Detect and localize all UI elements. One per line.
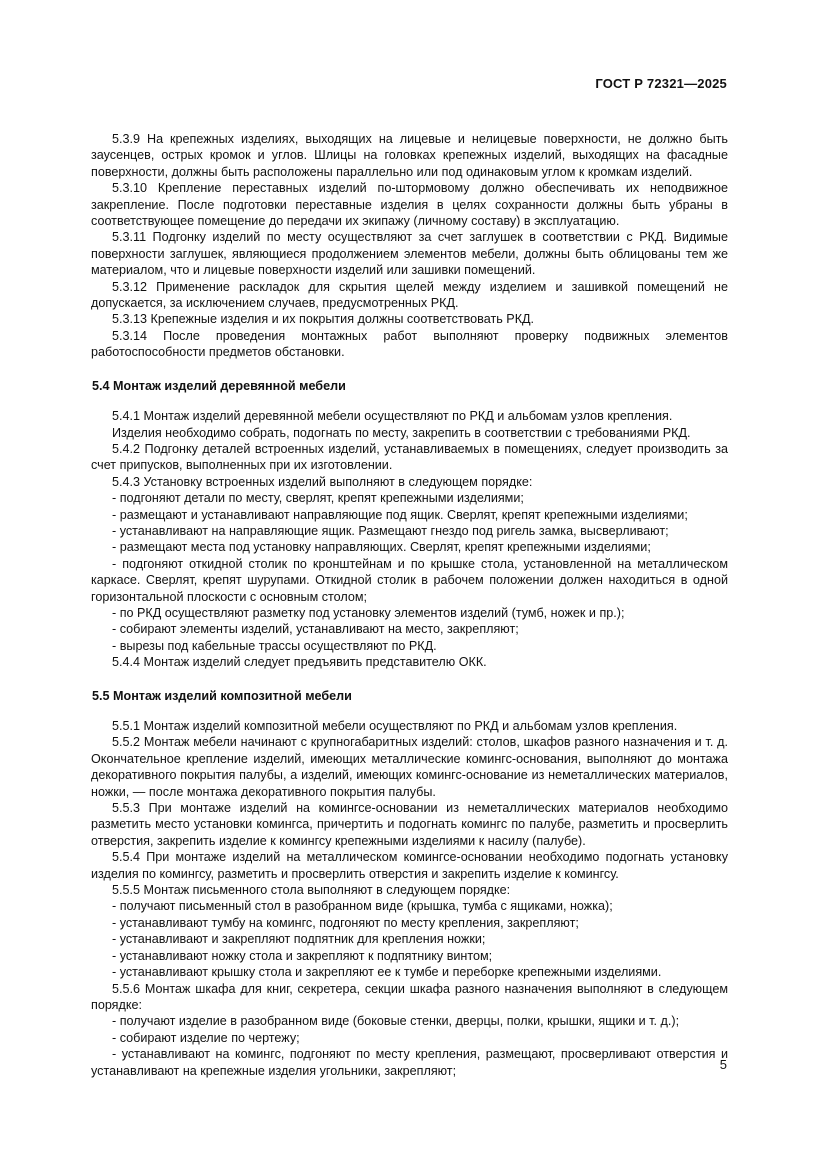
list-item	[91, 964, 728, 980]
list-item	[91, 507, 728, 523]
list-dash: -	[112, 915, 117, 930]
list-dash: -	[112, 965, 117, 980]
paragraph-5-4-1-cont: Изделия необходимо собрать, подогнать по месту, закрепить в соответствии с требованиями РКД.	[112, 425, 691, 440]
list-item	[91, 1013, 728, 1029]
paragraph-5-4-2: 5.4.2 Подгонку деталей встроенных изделий, устанавливаемых в помещениях, следует производить за счет припусков, выполненных при их изготовлении.	[91, 441, 728, 473]
list-item	[91, 556, 728, 605]
list-dash: -	[112, 948, 117, 963]
list-item	[91, 621, 728, 637]
list-dash: -	[112, 491, 117, 506]
list-dash: -	[112, 540, 117, 555]
paragraph-5-4-4: 5.4.4 Монтаж изделий следует предъявить представителю ОКК.	[112, 655, 487, 670]
list-dash: -	[112, 638, 117, 653]
list-item-text: размещают и устанавливают направляющие под ящик. Сверлят, крепят крепежными изделиями;	[119, 507, 688, 522]
list-item-text: собирают элементы изделий, устанавливают на место, закрепляют;	[119, 622, 519, 637]
list-item-text: получают письменный стол в разобранном виде (крышка, тумба с ящиками, ножка);	[119, 899, 613, 914]
paragraph-5-3-12: 5.3.12 Применение раскладок для скрытия щелей между изделием и зашивкой помещений не допускается, за исключением случаев, предусмотренных РКД.	[91, 279, 728, 311]
list-item-text: устанавливают на комингс, подгоняют по месту крепления, размещают, просверливают отверстия и устанавливают на крепежные изделия угольники, закрепляют;	[91, 1047, 729, 1078]
list-item	[91, 638, 728, 654]
list-item-text: собирают изделие по чертежу;	[119, 1030, 300, 1045]
list-dash: -	[112, 1014, 117, 1029]
document-body	[91, 131, 728, 1079]
paragraph-5-5-2: 5.5.2 Монтаж мебели начинают с крупногабаритных изделий: столов, шкафов разного назначения и т. д. Окончательное крепление изделий, имеющих металлические комингс-основания, выполняют до монтажа декоративного покрытия палубы, а изделий, имеющих комингс-основание из неметаллических материалов, ножки, — после монтажа декоративного покрытия палубы.	[91, 735, 728, 799]
paragraph-5-3-10: 5.3.10 Крепление переставных изделий по-штормовому должно обеспечивать их неподвижное закрепление. После подготовки переставные изделия в целях сохранности должны быть убраны в соответствующее помещение до передачи их экипажу (личному составу) в эксплуатацию.	[91, 181, 728, 229]
list-item-text: устанавливают и закрепляют подпятник для крепления ножки;	[119, 932, 486, 947]
list-item-text: по РКД осуществляют разметку под установку элементов изделий (тумб, ножек и пр.);	[119, 605, 625, 620]
list-item-text: устанавливают на направляющие ящик. Размещают гнездо под ригель замка, высверливают;	[119, 523, 669, 538]
list-dash: -	[112, 605, 117, 620]
page-number: 5	[719, 1057, 727, 1072]
list-item	[91, 948, 728, 964]
document-standard-number: ГОСТ Р 72321—2025	[595, 76, 727, 91]
paragraph-5-4-1: 5.4.1 Монтаж изделий деревянной мебели осуществляют по РКД и альбомам узлов крепления.	[112, 409, 673, 424]
paragraph-5-3-14: 5.3.14 После проведения монтажных работ выполняют проверку подвижных элементов работоспособности предметов обстановки.	[91, 328, 728, 360]
section-heading-5-4: 5.4 Монтаж изделий деревянной мебели	[92, 378, 346, 393]
list-item-text: устанавливают ножку стола и закрепляют к подпятнику винтом;	[119, 948, 493, 963]
list-dash: -	[112, 556, 117, 571]
paragraph-5-3-13: 5.3.13 Крепежные изделия и их покрытия должны соответствовать РКД.	[112, 312, 535, 327]
list-item	[91, 1046, 728, 1079]
list-dash: -	[112, 1030, 117, 1045]
list-item	[91, 898, 728, 914]
list-item	[91, 931, 728, 947]
list-item	[91, 539, 728, 555]
list-item	[91, 490, 728, 506]
paragraph-5-5-1: 5.5.1 Монтаж изделий композитной мебели осуществляют по РКД и альбомам узлов крепления.	[112, 719, 678, 733]
paragraph-5-3-11: 5.3.11 Подгонку изделий по месту осуществляют за счет заглушек в соответствии с РКД. Видимые поверхности заглушек, являющиеся продолжением элементов мебели, должны быть облицованы тем же материалом, что и лицевые поверхности изделий или зашивки помещений.	[91, 230, 728, 278]
list-item	[91, 523, 728, 539]
list-item-text: размещают места под установку направляющих. Сверлят, крепят крепежными изделиями;	[119, 540, 651, 555]
list-item	[91, 1030, 728, 1046]
list-item	[91, 915, 728, 931]
paragraph-5-5-3: 5.5.3 При монтаже изделий на комингсе-основании из неметаллических материалов необходимо разметить место установки комингса, причертить и подогнать комингс по палубе, разметить и просверлить отверстия, закрепить изделие к комингсу крепежными изделиями к насилу (палубе).	[91, 801, 728, 848]
list-dash: -	[112, 899, 117, 914]
list-item-text: подгоняют детали по месту, сверлят, крепят крепежными изделиями;	[119, 491, 524, 506]
paragraph-5-5-5: 5.5.5 Монтаж письменного стола выполняют в следующем порядке:	[112, 883, 511, 898]
paragraph-5-3-9: 5.3.9 На крепежных изделиях, выходящих на лицевые и нелицевые поверхности, не должно быть заусенцев, острых кромок и углов. Шлицы на головках крепежных изделий, выходящих на фасадные поверхности, должны быть расположены параллельно или под одинаковым углом к кромкам изделий.	[91, 132, 728, 179]
list-dash: -	[112, 932, 117, 947]
list-dash: -	[112, 507, 117, 522]
paragraph-5-5-6: 5.5.6 Монтаж шкафа для книг, секретера, секции шкафа разного назначения выполняют в следующем порядке:	[91, 981, 728, 1012]
paragraph-5-5-4: 5.5.4 При монтаже изделий на металлическом комингсе-основании необходимо подогнать установку изделия по комингсу, разметить и просверлить отверстия и закрепить изделие к комингсу.	[91, 850, 728, 881]
list-item-text: устанавливают тумбу на комингс, подгоняют по месту крепления, закрепляют;	[119, 915, 579, 930]
section-heading-5-5: 5.5 Монтаж изделий композитной мебели	[92, 688, 352, 703]
list-item-text: устанавливают крышку стола и закрепляют ее к тумбе и переборке крепежными изделиями.	[119, 965, 662, 980]
list-dash: -	[112, 1047, 117, 1062]
list-dash: -	[112, 523, 117, 538]
list-item	[91, 605, 728, 621]
list-item-text: получают изделие в разобранном виде (боковые стенки, дверцы, полки, крышки, ящики и т. д.);	[119, 1014, 680, 1029]
paragraph-5-4-3: 5.4.3 Установку встроенных изделий выполняют в следующем порядке:	[112, 474, 533, 489]
list-item-text: подгоняют откидной столик по кронштейнам и по крышке стола, установленной на металлическом каркасе. Сверлят, крепят шурупами. Откидной столик в рабочем положении должен находиться в одной горизонтальной плоскости с основным столом;	[91, 556, 728, 604]
list-item-text: вырезы под кабельные трассы осуществляют по РКД.	[119, 638, 437, 653]
list-dash: -	[112, 622, 117, 637]
